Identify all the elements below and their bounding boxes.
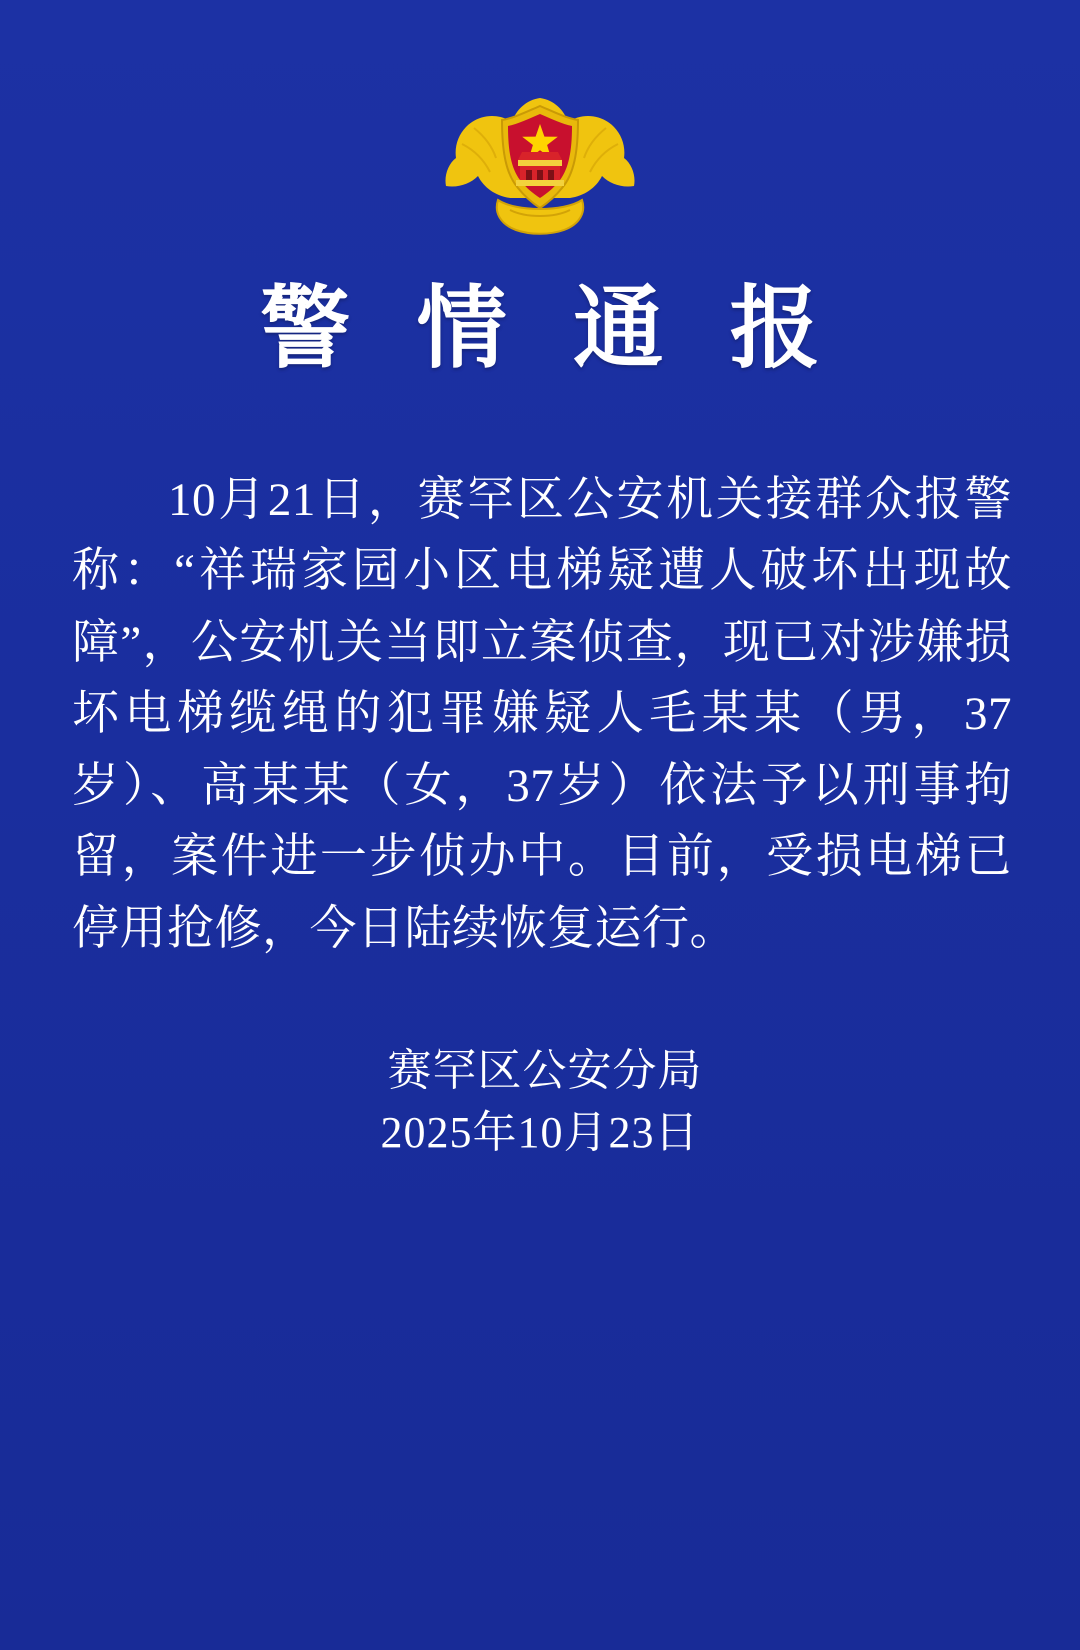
notice-body: 10月21日，赛罕区公安机关接群众报警称：“祥瑞家园小区电梯疑遭人破坏出现故障”，公安机关当即立案侦查，现已对涉嫌损坏电梯缆绳的犯罪嫌疑人毛某某（男，37岁）、高某某（女，37岁）依法予以刑事拘留，案件进一步侦办中。目前，受损电梯已停用抢修，今日陆续恢复运行。 [72, 474, 1012, 955]
china-police-badge-icon [440, 88, 640, 248]
issue-date: 2025年10月23日 [380, 1108, 700, 1158]
page-title: 警 情 通 报 [260, 280, 842, 379]
issuing-unit: 赛罕区公安分局 [387, 1046, 703, 1095]
signature-block [0, 1040, 1080, 1165]
emblem-container [0, 88, 1080, 248]
